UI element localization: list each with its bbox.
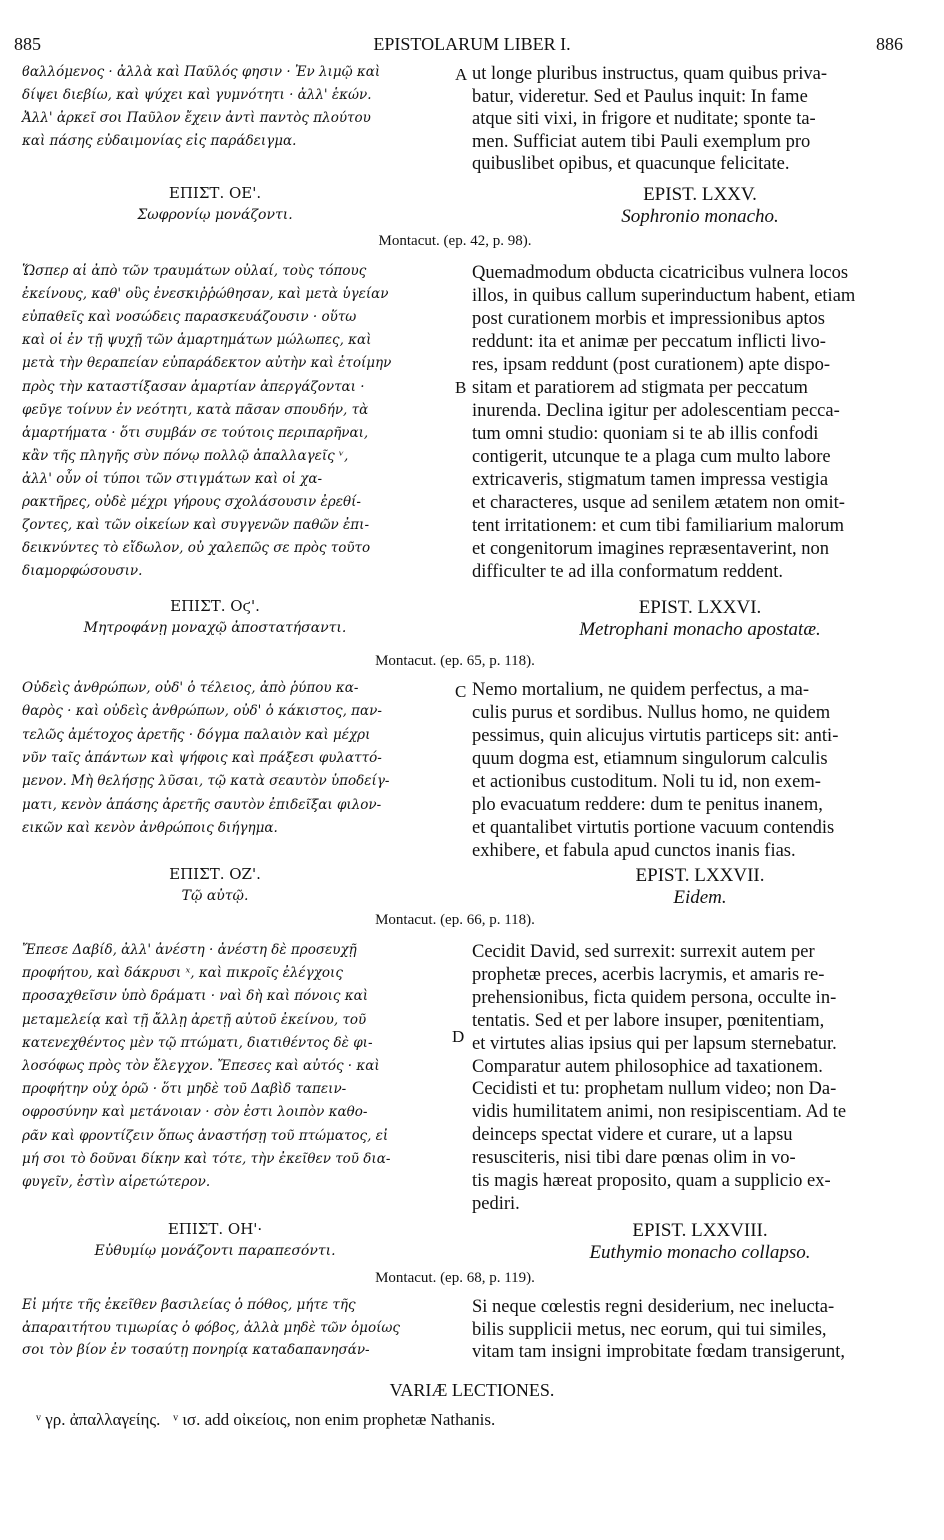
greek-letter-heading: ΕΠΙΣΤ. ΟΕ'.: [168, 184, 262, 202]
latin-line: res, ipsam reddunt (post curationem) apte dispo-: [472, 355, 831, 375]
latin-line: illos, in quibus callum superinductum habent, etiam: [472, 286, 856, 306]
latin-line: ut longe pluribus instructus, quam quibus priva-: [472, 64, 828, 84]
greek-line: δίψει διεβίω, καὶ ψύχει καὶ γυμνότητι · ἀλλ' ἑκών.: [22, 87, 372, 103]
latin-line: resusciteris, nisi tibi dare pœnas olim in vo-: [472, 1148, 796, 1169]
margin-letter: D: [452, 1027, 465, 1046]
greek-line: ρᾶν καὶ φροντίζειν ὅπως ἀναστήσῃ τοῦ πτώματος, εἰ: [22, 1127, 389, 1144]
latin-line: quibuslibet opibus, et quacunque felicitate.: [472, 154, 790, 174]
latin-line: prophetæ preces, acerbis lacrymis, et amaris re-: [472, 964, 825, 985]
greek-recipient: Σωφρονίῳ μονάζοντι.: [137, 207, 293, 223]
greek-letter-heading: ΕΠΙΣΤ. ΟΗ'·: [167, 1220, 263, 1238]
source-reference: Montacut. (ep. 66, p. 118).: [375, 912, 535, 928]
greek-line: διαμορφώσουσιν.: [22, 563, 143, 580]
latin-recipient: Eidem.: [673, 887, 727, 908]
latin-letter-heading: EPIST. LXXVI.: [638, 597, 762, 618]
latin-line: Comparatur autem philosophice ad taxationem.: [472, 1056, 823, 1077]
greek-line: θαρὸς · καὶ οὐδεὶς ἀνθρώπων, οὐδ' ὁ κάκιστος, παν-: [22, 703, 382, 720]
greek-line: καὶ οἱ ἐν τῇ ψυχῇ τῶν ἁμαρτημάτων μώλωπες, καὶ: [22, 332, 372, 349]
latin-line: pediri.: [472, 1193, 520, 1214]
greek-line: Ἀλλ' ἀρκεῖ σοι Παῦλον ἔχειν ἀντὶ παντὸς πλούτου: [22, 110, 371, 126]
latin-line: et congenitorum imagines repræsentaverint, non: [472, 539, 830, 559]
latin-line: atque siti vixi, in frigore et nuditate; sponte ta-: [472, 109, 816, 129]
greek-line: φυγεῖν, ἐστὶν αἱρετώτερον.: [22, 1174, 211, 1190]
latin-line: Cecidisti et tu: prophetam nullum video; non Da-: [472, 1079, 837, 1100]
latin-letter-heading: EPIST. LXXVIII.: [632, 1220, 768, 1241]
greek-line: μετὰ τὴν θεραπείαν εὐπαράδεκτον αὐτὴν καὶ ἑτοίμην: [22, 355, 392, 372]
greek-line: λοσόφως πρὸς τὸν ἔλεγχον. Ἔπεσες καὶ αὐτός · καὶ: [22, 1058, 380, 1074]
latin-recipient: Euthymio monacho collapso.: [589, 1242, 811, 1263]
greek-line: Οὐδεὶς ἀνθρώπων, οὐδ' ὁ τέλειος, ἀπὸ ῥύπου κα-: [22, 680, 359, 696]
greek-line: τελῶς ἀμέτοχος ἀρετῆς · δόγμα παλαιὸν καὶ μέχρι: [22, 726, 371, 743]
latin-line: vitam tam insigni improbitate fœdam transigerunt,: [472, 1342, 846, 1362]
greek-line: ἀπαραιτήτου τιμωρίας ὁ φόβος, ἀλλὰ μηδὲ τῶν ὁμοίως: [22, 1319, 400, 1336]
greek-line: σοι τὸν βίον ἐν τοσαύτῃ πονηρίᾳ καταδαπανησάν-: [22, 1342, 370, 1358]
latin-line: et characteres, usque ad senilem ætatem non omit-: [472, 493, 845, 513]
greek-letter-heading: ΕΠΙΣΤ. Oϛ'.: [170, 597, 260, 615]
latin-line: difficulter te ad illa conformatum reddent.: [472, 562, 783, 582]
greek-line: μενον. Μὴ θελήσῃς λῦσαι, τῷ κατὰ σεαυτὸν ὑποδείγ-: [22, 773, 390, 790]
greek-line: Εἰ μήτε τῆς ἐκεῖθεν βασιλείας ὁ πόθος, μήτε τῆς: [22, 1297, 356, 1313]
greek-line: Ὥσπερ αἱ ἀπὸ τῶν τραυμάτων οὐλαί, τοὺς τόπους: [22, 263, 367, 279]
latin-line: tis magis hæreat proposito, quam a supplicio ex-: [472, 1171, 831, 1191]
latin-line: contigerit, utcunque te a plaga cum multo labore: [472, 447, 831, 467]
latin-line: post curationem morbis et impressionibus aptos: [472, 309, 825, 329]
greek-line: δεικνύντες τὸ εἴδωλον, οὐ χαλεπῶς σε πρὸς τοῦτο: [22, 540, 371, 557]
greek-recipient: Εὐθυμίῳ μονάζοντι παραπεσόντι.: [94, 1243, 336, 1259]
source-reference: Montacut. (ep. 42, p. 98).: [378, 233, 532, 249]
latin-letter-heading: EPIST. LXXV.: [643, 184, 757, 205]
latin-line: Quemadmodum obducta cicatricibus vulnera locos: [472, 263, 849, 283]
latin-line: tentatis. Sed et per labore insuper, pœnitentiam,: [472, 1010, 825, 1031]
greek-recipient: Τῷ αὐτῷ.: [181, 888, 249, 904]
variae-title: VARIÆ LECTIONES.: [389, 1380, 555, 1400]
latin-line: sitam et paratiorem ad stigmata per peccatum: [472, 378, 808, 398]
latin-line: et virtutes alias ipsius qui per lapsum sternebatur.: [472, 1033, 837, 1054]
greek-line: πρὸς τὴν καταστίξασαν ἁμαρτίαν ἀπεργάζονται ·: [22, 378, 365, 395]
latin-recipient: Metrophani monacho apostatæ.: [579, 619, 821, 640]
greek-line: κατενεχθέντος μὲν τῷ πτώματι, διατιθέντος δὲ φι-: [22, 1034, 373, 1051]
greek-line: προφήτου, καὶ δάκρυσι ˣ, καὶ πικροῖς ἐλέγχοις: [22, 965, 343, 982]
greek-line: νῦν ταῖς ἁπάντων καὶ ψήφοις καὶ πράξεσι φυλαττό-: [22, 749, 382, 766]
greek-line: μή σοι τὸ δοῦναι δίκην καὶ τότε, τὴν ἐκεῖθεν τοῦ δια-: [22, 1150, 391, 1167]
latin-line: vidis humilitatem animi, non resipiscentiam. Ad te: [472, 1102, 847, 1123]
greek-line: εὐπαθεῖς καὶ νοσώδεις παρασκευάζουσιν · οὕτω: [22, 309, 357, 326]
greek-line: ἐκείνους, καθ' οὓς ἐνεσκιῤῥώθησαν, καὶ μετὰ ὑγείαν: [22, 286, 389, 303]
latin-line: culis purus et sordibus. Nullus homo, ne quidem: [472, 703, 831, 723]
latin-line: Si neque cœlestis regni desiderium, nec ineluctа-: [472, 1297, 835, 1317]
source-reference: Montacut. (ep. 68, p. 119).: [375, 1270, 535, 1286]
greek-line: ἁμαρτήματα · ὅτι συμβάν σε τούτοις περιπαρῆναι,: [22, 424, 369, 441]
greek-line: κἂν τῆς πληγῆς σὺν πόνῳ πολλῷ ἀπαλλαγεῖς ᵛ,: [22, 447, 349, 464]
latin-line: men. Sufficiat autem tibi Pauli exemplum pro: [472, 131, 811, 152]
latin-line: plo evacuatum reddere: dum te penitus inanem,: [472, 795, 823, 815]
greek-line: οφροσύνην καὶ μετάνοιαν · σὸν ἐστι λοιπὸν καθο-: [22, 1104, 368, 1121]
latin-line: deinceps spectat videre et curare, ut a lapsu: [472, 1125, 793, 1146]
variae-note: ᵛ γρ. ἀπαλλαγείης. ᵛ ισ. add οἰκείοις, non enim prophetæ Nathanis.: [36, 1410, 496, 1429]
latin-line: prehensionibus, ficta quidem persona, occulte in-: [472, 987, 837, 1008]
greek-line: ϐαλλόμενος · ἀλλὰ καὶ Παῦλός φησιν · Ἐν λιμῷ καὶ: [22, 64, 381, 80]
greek-line: καὶ πάσης εὐδαιμονίας εἰς παράδειγμα.: [22, 133, 297, 149]
latin-line: tum omni studio: quoniam si te ab illis confodi: [472, 424, 819, 444]
greek-line: ἀλλ' οὖν οἱ τύποι τῶν στιγμάτων καὶ οἱ χα-: [22, 470, 323, 487]
latin-line: et quantalibet virtutis portione vacuum contendis: [472, 818, 835, 838]
page-number-left: 885: [14, 34, 41, 54]
margin-letter: C: [455, 682, 467, 701]
latin-line: bilis supplicii metus, nec eorum, qui tui similes,: [472, 1319, 827, 1340]
greek-line: ζοντες, καὶ τῶν οἰκείων καὶ συγγενῶν παθῶν ἐπι-: [22, 517, 370, 534]
greek-line: προφήτην οὐχ ὁρῶ · ὅτι μηδὲ τοῦ Δαβὶδ ταπειν-: [22, 1081, 347, 1098]
greek-letter-heading: ΕΠΙΣΤ. ΟΖ'.: [169, 865, 261, 883]
latin-line: Nemo mortalium, ne quidem perfectus, a ma-: [472, 680, 810, 700]
greek-line: ματι, κενὸν ἁπάσης ἀρετῆς σαυτὸν ἐπιδεῖξαι φιλον-: [22, 796, 382, 813]
latin-line: pessimus, quin alicujus virtutis particeps sit: anti-: [472, 726, 839, 746]
greek-line: εικῶν καὶ κενὸν ἀνθρώποις διήγημα.: [22, 819, 278, 836]
latin-line: extricaveris, stigmatum tamen impressa vestigia: [472, 470, 829, 490]
latin-line: et actionibus custoditum. Noli tu id, non exem-: [472, 772, 821, 792]
latin-line: inurenda. Declina igitur per adolescentiam pecca-: [472, 401, 840, 421]
running-title: EPISTOLARUM LIBER I.: [373, 34, 571, 54]
greek-recipient: Μητροφάνῃ μοναχῷ ἀποστατήσαντι.: [83, 620, 347, 636]
latin-recipient: Sophronio monacho.: [621, 206, 779, 227]
page-number-right: 886: [876, 34, 903, 54]
latin-line: reddunt: ita et animæ per peccatum inflicti livo-: [472, 332, 826, 352]
latin-letter-heading: EPIST. LXXVII.: [635, 865, 765, 886]
greek-line: ρακτῆρες, οὐδὲ μέχρι γήρους σχολάσουσιν ἐρεθί-: [22, 494, 361, 510]
margin-letter: B: [455, 378, 467, 397]
latin-line: Cecidit David, sed surrexit: surrexit autem per: [472, 942, 815, 962]
greek-line: φεῦγε τοίνυν ἐν νεότητι, κατὰ πᾶσαν σπουδήν, τὰ: [22, 401, 369, 418]
latin-line: exhibere, et fabula apud cunctos inanis fias.: [472, 841, 796, 861]
latin-line: batur, videretur. Sed et Paulus inquit: In fame: [472, 86, 808, 107]
margin-letter: A: [455, 65, 468, 84]
latin-line: quum dogma est, etiamnum singulorum calculis: [472, 749, 828, 769]
latin-line: tent irritationem: et cum tibi familiarium malorum: [472, 516, 844, 536]
greek-line: προσαχθεῖσιν ὑπὸ δράματι · ναὶ δὴ καὶ πόνοις καὶ: [22, 988, 369, 1005]
greek-line: Ἔπεσε Δαβίδ, ἀλλ' ἀνέστη · ἀνέστη δὲ προσευχῇ: [22, 942, 357, 958]
source-reference: Montacut. (ep. 65, p. 118).: [375, 653, 535, 669]
greek-line: μεταμελείᾳ καὶ τῇ ἄλλῃ ἀρετῇ αὐτοῦ ἐκείνου, τοῦ: [22, 1011, 367, 1028]
